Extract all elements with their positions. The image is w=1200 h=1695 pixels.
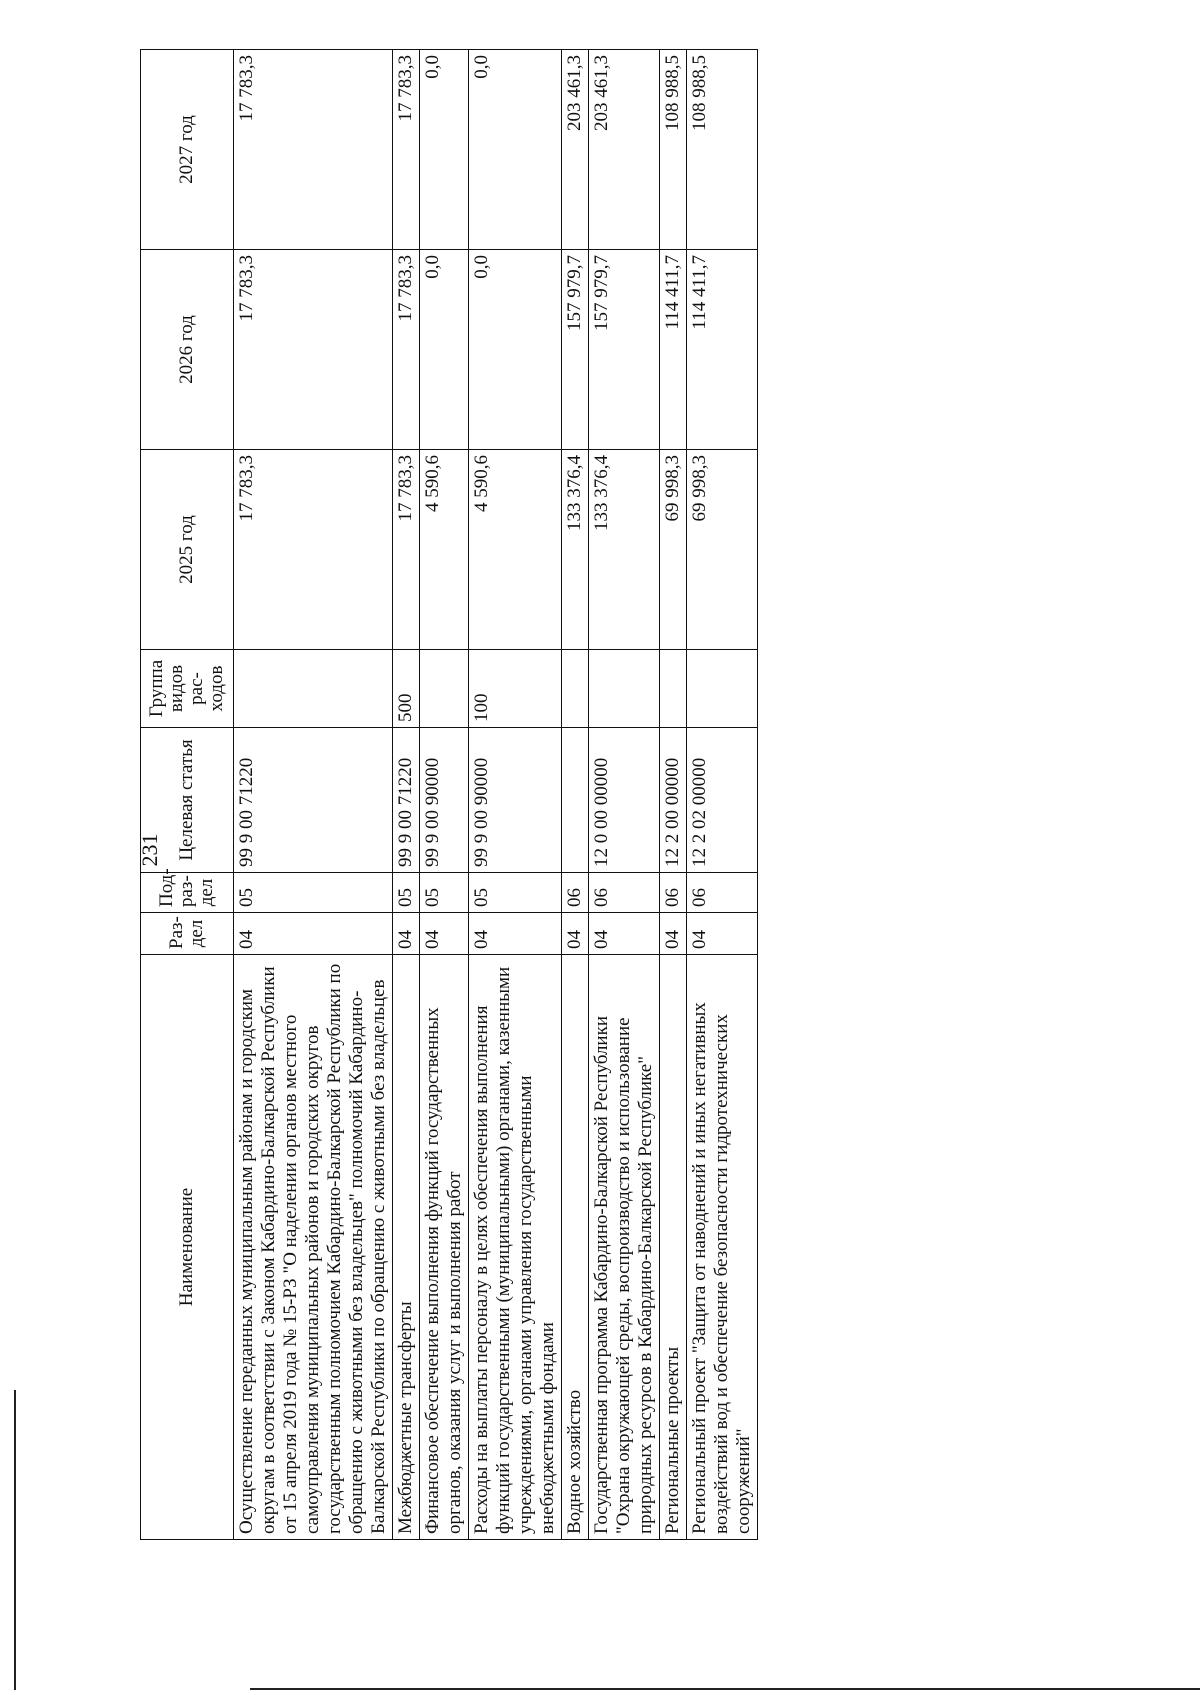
table-row (562, 50, 589, 1540)
table-row (420, 50, 469, 1540)
row-2026: 17 783,3 (393, 250, 420, 450)
row-name: Межбюджетные трансферты (393, 955, 420, 1540)
row-2027: 108 988,5 (660, 50, 687, 250)
row-podrazdel: 06 (660, 873, 687, 913)
table-row (589, 50, 660, 1540)
row-2026: 157 979,7 (562, 250, 589, 450)
row-target: 12 2 02 00000 (687, 728, 758, 873)
table-row (660, 50, 687, 1540)
page-edge-left (14, 1390, 16, 1690)
row-2026: 114 411,7 (687, 250, 758, 450)
row-target (562, 728, 589, 873)
row-name: Расходы на выплаты персоналу в целях обеспечения выполнения функций государственными (муниципальными) органами, казенными учреждениями, органами управления государственными внебюджетными фондами (469, 955, 562, 1540)
row-podrazdel: 06 (687, 873, 758, 913)
row-2025: 17 783,3 (393, 450, 420, 650)
row-razdel: 04 (393, 913, 420, 955)
row-razdel: 04 (562, 913, 589, 955)
row-group (687, 650, 758, 728)
row-2025: 17 783,3 (234, 450, 393, 650)
row-target: 99 9 00 90000 (420, 728, 469, 873)
row-2027: 203 461,3 (562, 50, 589, 250)
row-group: 500 (393, 650, 420, 728)
page-number: 231 (137, 833, 162, 867)
row-group (420, 650, 469, 728)
row-name: Региональный проект "Защита от наводнений и иных негативных воздействий вод и обеспечение безопасности гидротехнических сооружений" (687, 955, 758, 1540)
row-2026: 114 411,7 (660, 250, 687, 450)
row-2027: 0,0 (420, 50, 469, 250)
row-razdel: 04 (420, 913, 469, 955)
header-2027: 2027 год (141, 50, 234, 250)
budget-table (137, 49, 758, 1540)
header-target: Целевая статья (141, 728, 234, 873)
row-2027: 203 461,3 (589, 50, 660, 250)
table-row (687, 50, 758, 1540)
row-group (589, 650, 660, 728)
row-podrazdel: 05 (420, 873, 469, 913)
row-name: Осуществление переданных муниципальным районам и городским округам в соответствии с Законом Кабардино-Балкарской Республики от 15 апреля 2019 года № 15-РЗ "О наделении органов местного самоуправления муниципальных районов и городских округов государственным полномочием Кабардино-Балкарской Республики по обращению с животными без владельцев" полномочий Кабардино-Балкарской Республики по обращению с животными без владельцев (234, 955, 393, 1540)
row-group (660, 650, 687, 728)
table-row (393, 50, 420, 1540)
row-2025: 4 590,6 (420, 450, 469, 650)
row-target: 99 9 00 90000 (469, 728, 562, 873)
row-2025: 133 376,4 (589, 450, 660, 650)
row-razdel: 04 (469, 913, 562, 955)
row-podrazdel: 05 (393, 873, 420, 913)
header-podrazdel: Под-раз-дел (141, 873, 234, 913)
header-group: Группа видов рас-ходов (141, 650, 234, 728)
header-2026: 2026 год (141, 250, 234, 450)
header-razdel: Раз-дел (141, 913, 234, 955)
row-group: 100 (469, 650, 562, 728)
row-razdel: 04 (234, 913, 393, 955)
row-2026: 0,0 (420, 250, 469, 450)
row-name: Государственная программа Кабардино-Балкарской Республики "Охрана окружающей среды, воспроизводство и использование природных ресурсов в Кабардино-Балкарской Республике" (589, 955, 660, 1540)
table-row (234, 50, 393, 1540)
table-header-row (141, 50, 234, 1540)
row-2026: 0,0 (469, 250, 562, 450)
row-group (234, 650, 393, 728)
row-2026: 17 783,3 (234, 250, 393, 450)
row-2025: 4 590,6 (469, 450, 562, 650)
row-name: Финансовое обеспечение выполнения функций государственных органов, оказания услуг и выполнения работ (420, 955, 469, 1540)
row-target: 12 2 00 00000 (660, 728, 687, 873)
header-name: Наименование (141, 955, 234, 1540)
row-razdel: 04 (687, 913, 758, 955)
table-row (469, 50, 562, 1540)
row-name: Региональные проекты (660, 955, 687, 1540)
row-2027: 17 783,3 (234, 50, 393, 250)
row-2027: 108 988,5 (687, 50, 758, 250)
row-target: 12 0 00 00000 (589, 728, 660, 873)
row-2027: 0,0 (469, 50, 562, 250)
page-edge-bottom (250, 1688, 1200, 1690)
rotated-table-container (137, 50, 1050, 1540)
row-2025: 133 376,4 (562, 450, 589, 650)
row-podrazdel: 06 (589, 873, 660, 913)
row-razdel: 04 (589, 913, 660, 955)
row-podrazdel: 05 (234, 873, 393, 913)
row-target: 99 9 00 71220 (234, 728, 393, 873)
header-2025: 2025 год (141, 450, 234, 650)
row-target: 99 9 00 71220 (393, 728, 420, 873)
row-2025: 69 998,3 (687, 450, 758, 650)
row-2026: 157 979,7 (589, 250, 660, 450)
row-group (562, 650, 589, 728)
row-2027: 17 783,3 (393, 50, 420, 250)
row-podrazdel: 05 (469, 873, 562, 913)
row-name: Водное хозяйство (562, 955, 589, 1540)
row-razdel: 04 (660, 913, 687, 955)
row-podrazdel: 06 (562, 873, 589, 913)
row-2025: 69 998,3 (660, 450, 687, 650)
